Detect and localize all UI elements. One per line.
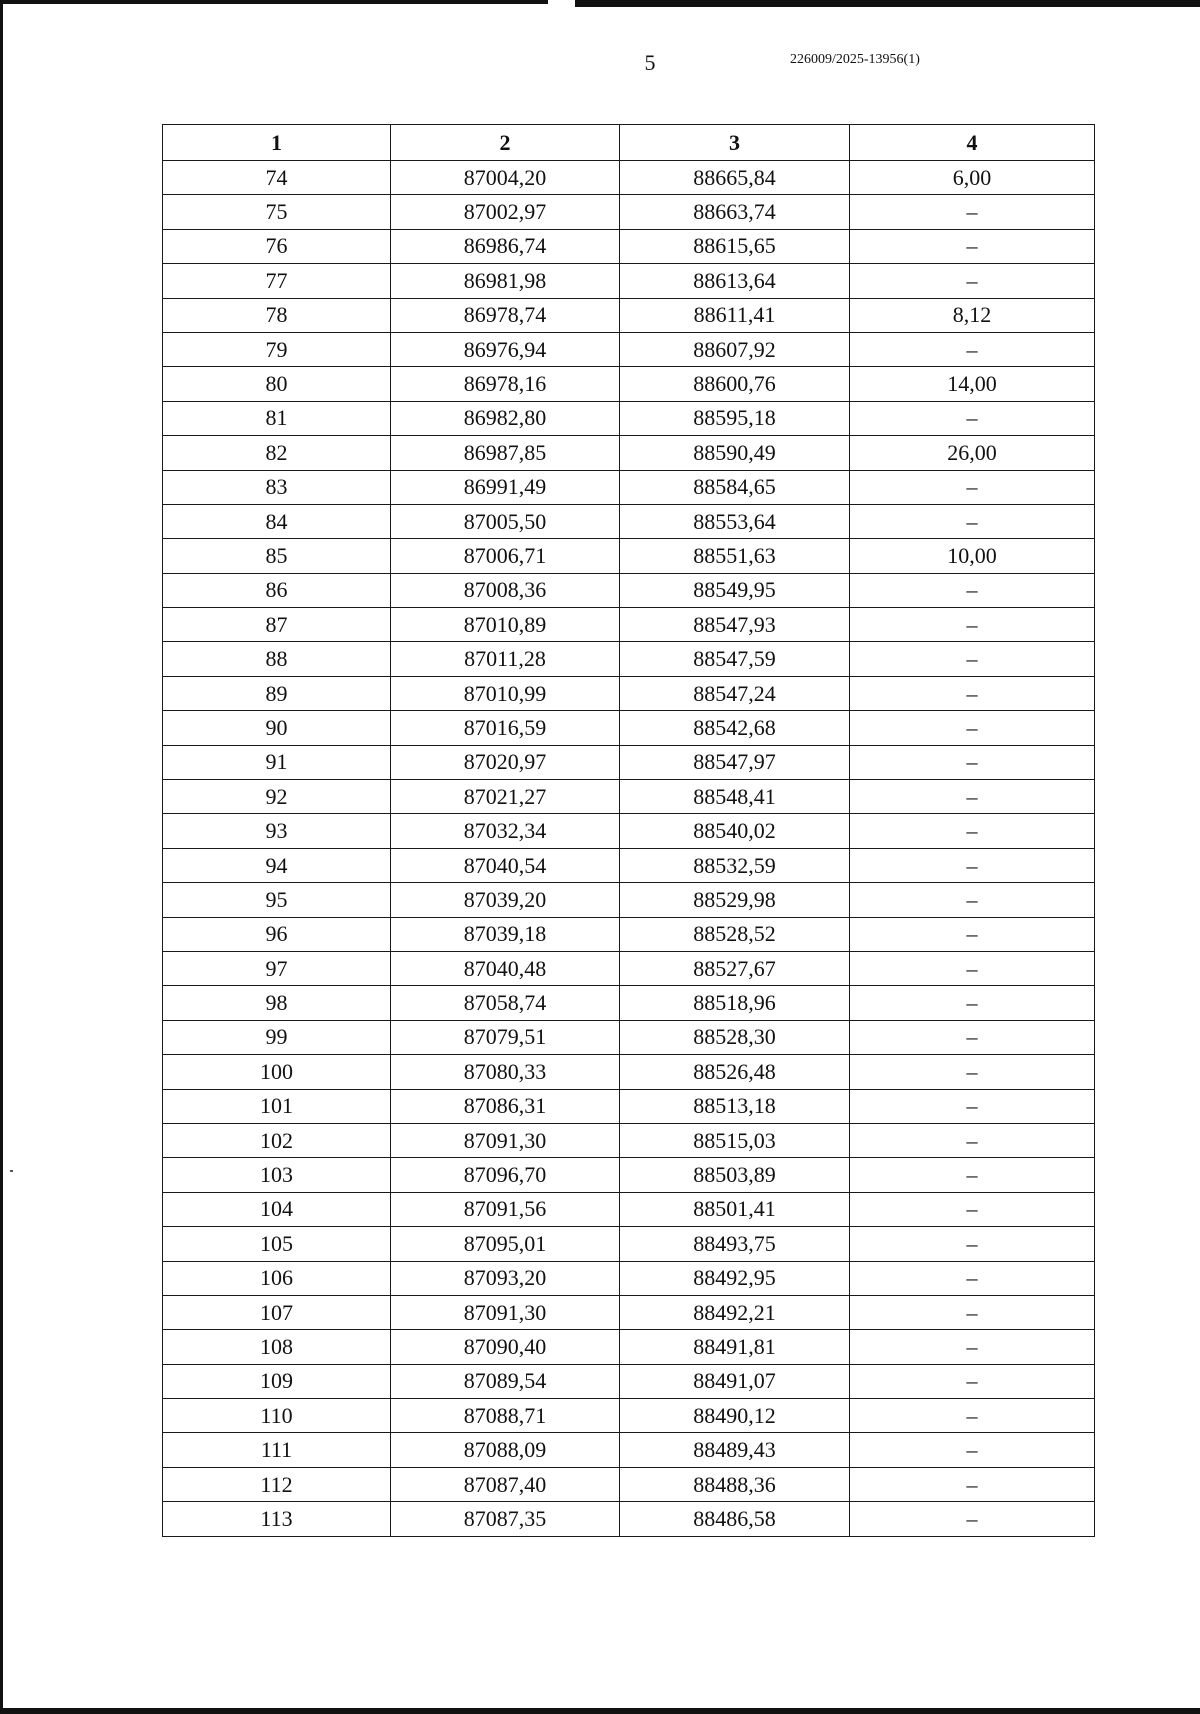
distance-cell: –: [850, 401, 1095, 435]
x-coordinate-cell: 87087,40: [391, 1467, 620, 1501]
table-row: [163, 1467, 1095, 1501]
y-coordinate-cell: 88528,30: [620, 1020, 850, 1054]
distance-cell: –: [850, 1020, 1095, 1054]
scan-speck: [10, 1170, 13, 1172]
distance-cell: –: [850, 780, 1095, 814]
point-number-cell: 94: [163, 848, 391, 882]
y-coordinate-cell: 88549,95: [620, 573, 850, 607]
table-row: [163, 1433, 1095, 1467]
distance-cell: –: [850, 195, 1095, 229]
table-row: [163, 711, 1095, 745]
point-number-cell: 109: [163, 1364, 391, 1398]
distance-cell: –: [850, 1295, 1095, 1329]
column-header: 1: [163, 125, 391, 161]
x-coordinate-cell: 87020,97: [391, 745, 620, 779]
y-coordinate-cell: 88547,97: [620, 745, 850, 779]
column-header: 4: [850, 125, 1095, 161]
distance-cell: –: [850, 711, 1095, 745]
scan-border-top-left: [0, 0, 548, 4]
point-number-cell: 92: [163, 780, 391, 814]
table-row: [163, 1399, 1095, 1433]
point-number-cell: 78: [163, 298, 391, 332]
distance-cell: 8,12: [850, 298, 1095, 332]
y-coordinate-cell: 88518,96: [620, 986, 850, 1020]
x-coordinate-cell: 87010,99: [391, 676, 620, 710]
x-coordinate-cell: 87090,40: [391, 1330, 620, 1364]
table-row: [163, 1295, 1095, 1329]
scan-border-bottom: [0, 1708, 1200, 1714]
y-coordinate-cell: 88600,76: [620, 367, 850, 401]
x-coordinate-cell: 87005,50: [391, 504, 620, 538]
table-row: [163, 986, 1095, 1020]
point-number-cell: 99: [163, 1020, 391, 1054]
y-coordinate-cell: 88489,43: [620, 1433, 850, 1467]
y-coordinate-cell: 88529,98: [620, 883, 850, 917]
table-row: [163, 1364, 1095, 1398]
point-number-cell: 80: [163, 367, 391, 401]
x-coordinate-cell: 87095,01: [391, 1227, 620, 1261]
x-coordinate-cell: 87080,33: [391, 1055, 620, 1089]
y-coordinate-cell: 88515,03: [620, 1123, 850, 1157]
page-number: 5: [644, 50, 656, 75]
point-number-cell: 112: [163, 1467, 391, 1501]
point-number-cell: 85: [163, 539, 391, 573]
distance-cell: –: [850, 1089, 1095, 1123]
point-number-cell: 108: [163, 1330, 391, 1364]
x-coordinate-cell: 87086,31: [391, 1089, 620, 1123]
table-row: [163, 642, 1095, 676]
x-coordinate-cell: 86982,80: [391, 401, 620, 435]
table-row: [163, 436, 1095, 470]
distance-cell: 26,00: [850, 436, 1095, 470]
point-number-cell: 106: [163, 1261, 391, 1295]
table-row: [163, 539, 1095, 573]
table-row: [163, 1020, 1095, 1054]
y-coordinate-cell: 88551,63: [620, 539, 850, 573]
distance-cell: –: [850, 676, 1095, 710]
table-header-row: [163, 125, 1095, 161]
x-coordinate-cell: 87088,09: [391, 1433, 620, 1467]
point-number-cell: 113: [163, 1502, 391, 1536]
x-coordinate-cell: 87006,71: [391, 539, 620, 573]
y-coordinate-cell: 88528,52: [620, 917, 850, 951]
x-coordinate-cell: 87010,89: [391, 608, 620, 642]
column-header: 3: [620, 125, 850, 161]
y-coordinate-cell: 88548,41: [620, 780, 850, 814]
distance-cell: –: [850, 229, 1095, 263]
distance-cell: –: [850, 1502, 1095, 1536]
table-row: [163, 1502, 1095, 1536]
table-row: [163, 1227, 1095, 1261]
x-coordinate-cell: 86981,98: [391, 264, 620, 298]
y-coordinate-cell: 88553,64: [620, 504, 850, 538]
x-coordinate-cell: 87016,59: [391, 711, 620, 745]
x-coordinate-cell: 86991,49: [391, 470, 620, 504]
x-coordinate-cell: 87093,20: [391, 1261, 620, 1295]
point-number-cell: 76: [163, 229, 391, 263]
table-row: [163, 848, 1095, 882]
distance-cell: –: [850, 1227, 1095, 1261]
table-row: [163, 367, 1095, 401]
distance-cell: –: [850, 332, 1095, 366]
coordinates-table: [162, 124, 1095, 1537]
distance-cell: –: [850, 814, 1095, 848]
table-row: [163, 470, 1095, 504]
table-row: [163, 676, 1095, 710]
x-coordinate-cell: 87011,28: [391, 642, 620, 676]
point-number-cell: 107: [163, 1295, 391, 1329]
x-coordinate-cell: 87079,51: [391, 1020, 620, 1054]
x-coordinate-cell: 87039,20: [391, 883, 620, 917]
x-coordinate-cell: 87032,34: [391, 814, 620, 848]
point-number-cell: 102: [163, 1123, 391, 1157]
table-row: [163, 1330, 1095, 1364]
distance-cell: –: [850, 470, 1095, 504]
point-number-cell: 75: [163, 195, 391, 229]
point-number-cell: 77: [163, 264, 391, 298]
table-row: [163, 1192, 1095, 1226]
y-coordinate-cell: 88513,18: [620, 1089, 850, 1123]
table-row: [163, 951, 1095, 985]
table-row: [163, 1261, 1095, 1295]
table-row: [163, 780, 1095, 814]
distance-cell: –: [850, 951, 1095, 985]
x-coordinate-cell: 87021,27: [391, 780, 620, 814]
y-coordinate-cell: 88607,92: [620, 332, 850, 366]
y-coordinate-cell: 88547,59: [620, 642, 850, 676]
x-coordinate-cell: 87040,48: [391, 951, 620, 985]
x-coordinate-cell: 87039,18: [391, 917, 620, 951]
distance-cell: –: [850, 608, 1095, 642]
point-number-cell: 84: [163, 504, 391, 538]
y-coordinate-cell: 88492,21: [620, 1295, 850, 1329]
y-coordinate-cell: 88503,89: [620, 1158, 850, 1192]
y-coordinate-cell: 88542,68: [620, 711, 850, 745]
y-coordinate-cell: 88547,24: [620, 676, 850, 710]
distance-cell: –: [850, 1433, 1095, 1467]
point-number-cell: 97: [163, 951, 391, 985]
x-coordinate-cell: 87004,20: [391, 161, 620, 195]
point-number-cell: 79: [163, 332, 391, 366]
y-coordinate-cell: 88547,93: [620, 608, 850, 642]
y-coordinate-cell: 88613,64: [620, 264, 850, 298]
x-coordinate-cell: 86978,16: [391, 367, 620, 401]
table-row: [163, 608, 1095, 642]
point-number-cell: 103: [163, 1158, 391, 1192]
table-row: [163, 745, 1095, 779]
y-coordinate-cell: 88532,59: [620, 848, 850, 882]
point-number-cell: 83: [163, 470, 391, 504]
distance-cell: –: [850, 642, 1095, 676]
x-coordinate-cell: 87091,30: [391, 1123, 620, 1157]
x-coordinate-cell: 87040,54: [391, 848, 620, 882]
y-coordinate-cell: 88584,65: [620, 470, 850, 504]
table-row: [163, 332, 1095, 366]
distance-cell: –: [850, 1330, 1095, 1364]
distance-cell: –: [850, 573, 1095, 607]
distance-cell: –: [850, 745, 1095, 779]
point-number-cell: 86: [163, 573, 391, 607]
distance-cell: –: [850, 1055, 1095, 1089]
y-coordinate-cell: 88665,84: [620, 161, 850, 195]
y-coordinate-cell: 88527,67: [620, 951, 850, 985]
distance-cell: –: [850, 264, 1095, 298]
distance-cell: –: [850, 1467, 1095, 1501]
y-coordinate-cell: 88486,58: [620, 1502, 850, 1536]
table-row: [163, 298, 1095, 332]
table-row: [163, 917, 1095, 951]
table-row: [163, 161, 1095, 195]
point-number-cell: 89: [163, 676, 391, 710]
table-row: [163, 1123, 1095, 1157]
point-number-cell: 100: [163, 1055, 391, 1089]
distance-cell: –: [850, 1123, 1095, 1157]
x-coordinate-cell: 87089,54: [391, 1364, 620, 1398]
point-number-cell: 74: [163, 161, 391, 195]
table-row: [163, 195, 1095, 229]
table-row: [163, 504, 1095, 538]
point-number-cell: 81: [163, 401, 391, 435]
point-number-cell: 90: [163, 711, 391, 745]
x-coordinate-cell: 87008,36: [391, 573, 620, 607]
x-coordinate-cell: 86978,74: [391, 298, 620, 332]
table-row: [163, 1158, 1095, 1192]
y-coordinate-cell: 88488,36: [620, 1467, 850, 1501]
y-coordinate-cell: 88540,02: [620, 814, 850, 848]
distance-cell: –: [850, 504, 1095, 538]
table-row: [163, 1055, 1095, 1089]
point-number-cell: 82: [163, 436, 391, 470]
x-coordinate-cell: 87088,71: [391, 1399, 620, 1433]
x-coordinate-cell: 87091,30: [391, 1295, 620, 1329]
point-number-cell: 87: [163, 608, 391, 642]
point-number-cell: 96: [163, 917, 391, 951]
table-row: [163, 573, 1095, 607]
column-header: 2: [391, 125, 620, 161]
distance-cell: –: [850, 883, 1095, 917]
point-number-cell: 105: [163, 1227, 391, 1261]
point-number-cell: 111: [163, 1433, 391, 1467]
distance-cell: 10,00: [850, 539, 1095, 573]
x-coordinate-cell: 87087,35: [391, 1502, 620, 1536]
y-coordinate-cell: 88611,41: [620, 298, 850, 332]
y-coordinate-cell: 88491,81: [620, 1330, 850, 1364]
scan-border-top-right: [575, 0, 1200, 7]
distance-cell: –: [850, 986, 1095, 1020]
y-coordinate-cell: 88595,18: [620, 401, 850, 435]
y-coordinate-cell: 88492,95: [620, 1261, 850, 1295]
y-coordinate-cell: 88526,48: [620, 1055, 850, 1089]
y-coordinate-cell: 88663,74: [620, 195, 850, 229]
x-coordinate-cell: 86976,94: [391, 332, 620, 366]
table-row: [163, 883, 1095, 917]
point-number-cell: 110: [163, 1399, 391, 1433]
y-coordinate-cell: 88493,75: [620, 1227, 850, 1261]
distance-cell: –: [850, 1399, 1095, 1433]
distance-cell: –: [850, 1158, 1095, 1192]
x-coordinate-cell: 87096,70: [391, 1158, 620, 1192]
distance-cell: –: [850, 917, 1095, 951]
x-coordinate-cell: 87058,74: [391, 986, 620, 1020]
y-coordinate-cell: 88615,65: [620, 229, 850, 263]
x-coordinate-cell: 86987,85: [391, 436, 620, 470]
table-row: [163, 401, 1095, 435]
table-row: [163, 814, 1095, 848]
point-number-cell: 95: [163, 883, 391, 917]
point-number-cell: 104: [163, 1192, 391, 1226]
point-number-cell: 91: [163, 745, 391, 779]
document-number: 226009/2025-13956(1): [790, 52, 920, 67]
x-coordinate-cell: 87002,97: [391, 195, 620, 229]
point-number-cell: 98: [163, 986, 391, 1020]
distance-cell: 14,00: [850, 367, 1095, 401]
y-coordinate-cell: 88490,12: [620, 1399, 850, 1433]
distance-cell: –: [850, 1364, 1095, 1398]
table-row: [163, 264, 1095, 298]
x-coordinate-cell: 86986,74: [391, 229, 620, 263]
distance-cell: –: [850, 1261, 1095, 1295]
y-coordinate-cell: 88590,49: [620, 436, 850, 470]
point-number-cell: 88: [163, 642, 391, 676]
point-number-cell: 101: [163, 1089, 391, 1123]
table-row: [163, 229, 1095, 263]
distance-cell: –: [850, 848, 1095, 882]
point-number-cell: 93: [163, 814, 391, 848]
y-coordinate-cell: 88501,41: [620, 1192, 850, 1226]
y-coordinate-cell: 88491,07: [620, 1364, 850, 1398]
table-body: [163, 161, 1095, 1537]
table-row: [163, 1089, 1095, 1123]
distance-cell: 6,00: [850, 161, 1095, 195]
x-coordinate-cell: 87091,56: [391, 1192, 620, 1226]
distance-cell: –: [850, 1192, 1095, 1226]
scan-border-left: [0, 0, 3, 1714]
